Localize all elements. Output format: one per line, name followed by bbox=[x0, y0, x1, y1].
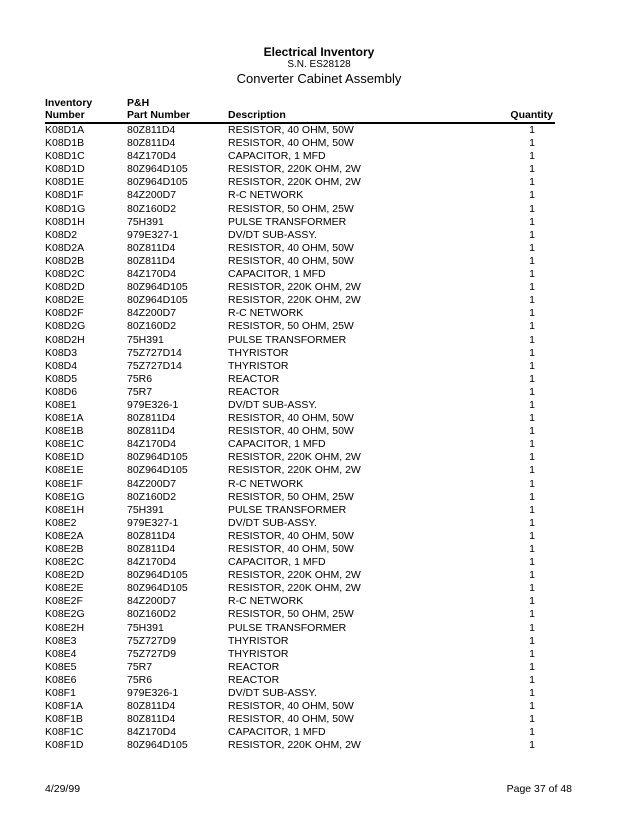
table-row bbox=[45, 438, 555, 451]
quantity-cell: 1 bbox=[529, 346, 535, 359]
part-number-cell: 80Z160D2 bbox=[127, 320, 177, 333]
inventory-number-cell: K08E2G bbox=[45, 608, 85, 621]
inventory-number-cell: K08E1C bbox=[45, 438, 85, 451]
table-row bbox=[45, 216, 555, 229]
quantity-cell: 1 bbox=[529, 268, 535, 281]
description-cell: RESISTOR, 40 OHM, 50W bbox=[228, 412, 354, 425]
quantity-cell: 1 bbox=[529, 647, 535, 660]
part-number-cell: 80Z811D4 bbox=[127, 254, 176, 267]
part-number-cell: 80Z160D2 bbox=[127, 202, 177, 215]
inventory-number-cell: K08F1C bbox=[45, 726, 84, 739]
table-row bbox=[45, 150, 555, 163]
table-row bbox=[45, 386, 555, 399]
description-cell: THYRISTOR bbox=[228, 359, 289, 372]
inventory-number-cell: K08E1D bbox=[45, 451, 85, 464]
table-row bbox=[45, 543, 555, 556]
table-row bbox=[45, 412, 555, 425]
quantity-cell: 1 bbox=[529, 307, 535, 320]
part-number-cell: 80Z811D4 bbox=[127, 425, 176, 438]
table-header bbox=[45, 97, 555, 123]
table-row bbox=[45, 464, 555, 477]
part-number-cell: 84Z170D4 bbox=[127, 268, 177, 281]
description-cell: REACTOR bbox=[228, 673, 280, 686]
part-number-cell: 979E326-1 bbox=[127, 687, 179, 700]
table-row bbox=[45, 478, 555, 491]
table-row bbox=[45, 504, 555, 517]
part-number-cell: 80Z964D105 bbox=[127, 281, 188, 294]
inventory-number-cell: K08E6 bbox=[45, 673, 77, 686]
description-cell: RESISTOR, 220K OHM, 2W bbox=[228, 569, 361, 582]
header-quantity: Quantity bbox=[500, 109, 555, 123]
description-cell: RESISTOR, 220K OHM, 2W bbox=[228, 176, 361, 189]
quantity-cell: 1 bbox=[529, 516, 535, 529]
part-number-cell: 80Z811D4 bbox=[127, 241, 176, 254]
table-row bbox=[45, 622, 555, 635]
inventory-number-cell: K08F1B bbox=[45, 713, 83, 726]
description-cell: RESISTOR, 220K OHM, 2W bbox=[228, 739, 361, 752]
description-cell: DV/DT SUB-ASSY. bbox=[228, 398, 317, 411]
quantity-cell: 1 bbox=[529, 687, 535, 700]
table-row bbox=[45, 307, 555, 320]
part-number-cell: 80Z160D2 bbox=[127, 608, 177, 621]
inventory-number-cell: K08D2G bbox=[45, 320, 86, 333]
part-number-cell: 80Z964D105 bbox=[127, 464, 188, 477]
quantity-cell: 1 bbox=[529, 451, 535, 464]
part-number-cell: 84Z170D4 bbox=[127, 556, 177, 569]
quantity-cell: 1 bbox=[529, 163, 535, 176]
description-cell: PULSE TRANSFORMER bbox=[228, 333, 347, 346]
quantity-cell: 1 bbox=[529, 320, 535, 333]
part-number-cell: 75H391 bbox=[127, 503, 164, 516]
document-header bbox=[0, 45, 638, 87]
description-cell: RESISTOR, 220K OHM, 2W bbox=[228, 582, 361, 595]
table-row bbox=[45, 713, 555, 726]
table-row bbox=[45, 661, 555, 674]
inventory-number-cell: K08D3 bbox=[45, 346, 78, 359]
table-row bbox=[45, 229, 555, 242]
quantity-cell: 1 bbox=[529, 582, 535, 595]
inventory-number-cell: K08E5 bbox=[45, 660, 77, 673]
description-cell: DV/DT SUB-ASSY. bbox=[228, 228, 317, 241]
table-row bbox=[45, 582, 555, 595]
part-number-cell: 80Z811D4 bbox=[127, 713, 176, 726]
part-number-cell: 80Z964D105 bbox=[127, 582, 188, 595]
part-number-cell: 75H391 bbox=[127, 215, 164, 228]
quantity-cell: 1 bbox=[529, 503, 535, 516]
quantity-cell: 1 bbox=[529, 202, 535, 215]
description-cell: PULSE TRANSFORMER bbox=[228, 621, 347, 634]
quantity-cell: 1 bbox=[529, 713, 535, 726]
description-cell: RESISTOR, 40 OHM, 50W bbox=[228, 713, 354, 726]
inventory-number-cell: K08D2B bbox=[45, 254, 85, 267]
inventory-number-cell: K08D5 bbox=[45, 372, 78, 385]
part-number-cell: 75R7 bbox=[127, 385, 153, 398]
quantity-cell: 1 bbox=[529, 333, 535, 346]
quantity-cell: 1 bbox=[529, 569, 535, 582]
part-number-cell: 75H391 bbox=[127, 333, 164, 346]
document-subtitle: Converter Cabinet Assembly bbox=[236, 71, 402, 86]
description-cell: CAPACITOR, 1 MFD bbox=[228, 438, 326, 451]
description-cell: RESISTOR, 220K OHM, 2W bbox=[228, 464, 361, 477]
table-row bbox=[45, 320, 555, 333]
inventory-number-cell: K08F1 bbox=[45, 687, 76, 700]
table-row bbox=[45, 176, 555, 189]
part-number-cell: 979E327-1 bbox=[127, 516, 179, 529]
part-number-cell: 84Z200D7 bbox=[127, 189, 177, 202]
inventory-number-cell: K08E2E bbox=[45, 582, 84, 595]
quantity-cell: 1 bbox=[529, 359, 535, 372]
part-number-cell: 75R7 bbox=[127, 660, 153, 673]
table-row bbox=[45, 334, 555, 347]
table-row bbox=[45, 608, 555, 621]
description-cell: R-C NETWORK bbox=[228, 307, 304, 320]
description-cell: RESISTOR, 220K OHM, 2W bbox=[228, 281, 361, 294]
part-number-cell: 80Z964D105 bbox=[127, 569, 188, 582]
table-row bbox=[45, 347, 555, 360]
inventory-number-cell: K08D1H bbox=[45, 215, 85, 228]
table-row bbox=[45, 123, 555, 137]
quantity-cell: 1 bbox=[529, 189, 535, 202]
table-row bbox=[45, 281, 555, 294]
inventory-number-cell: K08D2A bbox=[45, 241, 85, 254]
inventory-number-cell: K08E1 bbox=[45, 398, 77, 411]
quantity-cell: 1 bbox=[529, 739, 535, 752]
quantity-cell: 1 bbox=[529, 700, 535, 713]
description-cell: RESISTOR, 50 OHM, 25W bbox=[228, 490, 354, 503]
description-cell: RESISTOR, 40 OHM, 50W bbox=[228, 700, 354, 713]
table-row bbox=[45, 203, 555, 216]
quantity-cell: 1 bbox=[529, 241, 535, 254]
inventory-number-cell: K08E1F bbox=[45, 477, 83, 490]
part-number-cell: 84Z200D7 bbox=[127, 477, 177, 490]
inventory-number-cell: K08E2C bbox=[45, 556, 85, 569]
description-cell: CAPACITOR, 1 MFD bbox=[228, 150, 326, 163]
quantity-cell: 1 bbox=[529, 726, 535, 739]
inventory-number-cell: K08D2 bbox=[45, 228, 78, 241]
table-row bbox=[45, 635, 555, 648]
table-row bbox=[45, 425, 555, 438]
quantity-cell: 1 bbox=[529, 464, 535, 477]
table-row bbox=[45, 595, 555, 608]
description-cell: RESISTOR, 40 OHM, 50W bbox=[228, 137, 354, 150]
part-number-cell: 80Z964D105 bbox=[127, 294, 188, 307]
inventory-number-cell: K08D2C bbox=[45, 268, 85, 281]
table-row bbox=[45, 530, 555, 543]
table-row bbox=[45, 268, 555, 281]
quantity-cell: 1 bbox=[529, 595, 535, 608]
quantity-cell: 1 bbox=[529, 438, 535, 451]
description-cell: RESISTOR, 40 OHM, 50W bbox=[228, 254, 354, 267]
document-title: Electrical Inventory bbox=[263, 45, 375, 59]
part-number-cell: 84Z170D4 bbox=[127, 438, 177, 451]
quantity-cell: 1 bbox=[529, 228, 535, 241]
inventory-number-cell: K08D1F bbox=[45, 189, 84, 202]
quantity-cell: 1 bbox=[529, 673, 535, 686]
description-cell: RESISTOR, 40 OHM, 50W bbox=[228, 241, 354, 254]
quantity-cell: 1 bbox=[529, 176, 535, 189]
inventory-number-cell: K08D1G bbox=[45, 202, 86, 215]
table-row bbox=[45, 739, 555, 752]
part-number-cell: 75Z727D14 bbox=[127, 346, 182, 359]
part-number-cell: 75Z727D9 bbox=[127, 647, 177, 660]
quantity-cell: 1 bbox=[529, 425, 535, 438]
part-number-cell: 80Z964D105 bbox=[127, 176, 188, 189]
header-inventory-number: Number bbox=[45, 109, 127, 123]
inventory-number-cell: K08E2 bbox=[45, 516, 77, 529]
part-number-cell: 80Z964D105 bbox=[127, 739, 188, 752]
description-cell: R-C NETWORK bbox=[228, 477, 304, 490]
table-row bbox=[45, 137, 555, 150]
quantity-cell: 1 bbox=[529, 137, 535, 150]
quantity-cell: 1 bbox=[529, 150, 535, 163]
inventory-number-cell: K08E2B bbox=[45, 543, 84, 555]
description-cell: R-C NETWORK bbox=[228, 595, 304, 608]
table-row bbox=[45, 517, 555, 530]
inventory-number-cell: K08E1A bbox=[45, 412, 84, 425]
inventory-number-cell: K08D2D bbox=[45, 281, 85, 294]
quantity-cell: 1 bbox=[529, 385, 535, 398]
inventory-table bbox=[45, 97, 555, 753]
description-cell: RESISTOR, 220K OHM, 2W bbox=[228, 294, 361, 307]
inventory-number-cell: K08D1D bbox=[45, 163, 85, 176]
table-row bbox=[45, 189, 555, 202]
footer-page-number: Page 37 of 48 bbox=[506, 783, 572, 795]
footer-date: 4/29/99 bbox=[45, 783, 81, 795]
part-number-cell: 80Z811D4 bbox=[127, 529, 176, 542]
description-cell: PULSE TRANSFORMER bbox=[228, 215, 347, 228]
table-row bbox=[45, 163, 555, 176]
part-number-cell: 84Z200D7 bbox=[127, 307, 177, 320]
part-number-cell: 979E327-1 bbox=[127, 228, 179, 241]
table-row bbox=[45, 373, 555, 386]
table-row bbox=[45, 569, 555, 582]
quantity-cell: 1 bbox=[529, 294, 535, 307]
part-number-cell: 80Z811D4 bbox=[127, 412, 176, 425]
table-row bbox=[45, 242, 555, 255]
inventory-number-cell: K08E2A bbox=[45, 529, 84, 542]
inventory-number-cell: K08D1C bbox=[45, 150, 85, 163]
part-number-cell: 80Z811D4 bbox=[127, 700, 176, 713]
table-row bbox=[45, 491, 555, 504]
inventory-number-cell: K08E1B bbox=[45, 425, 84, 438]
description-cell: REACTOR bbox=[228, 385, 280, 398]
part-number-cell: 80Z811D4 bbox=[127, 137, 176, 150]
description-cell: DV/DT SUB-ASSY. bbox=[228, 687, 317, 700]
inventory-number-cell: K08D2H bbox=[45, 333, 85, 346]
table-row bbox=[45, 294, 555, 307]
quantity-cell: 1 bbox=[529, 660, 535, 673]
description-cell: REACTOR bbox=[228, 372, 280, 385]
part-number-cell: 979E326-1 bbox=[127, 398, 179, 411]
table-row bbox=[45, 360, 555, 373]
part-number-cell: 75R6 bbox=[127, 372, 153, 385]
inventory-number-cell: K08E2D bbox=[45, 569, 85, 582]
inventory-number-cell: K08F1D bbox=[45, 739, 84, 752]
description-cell: THYRISTOR bbox=[228, 647, 289, 660]
description-cell: RESISTOR, 40 OHM, 50W bbox=[228, 529, 354, 542]
inventory-number-cell: K08D1E bbox=[45, 176, 85, 189]
quantity-cell: 1 bbox=[529, 477, 535, 490]
part-number-cell: 80Z964D105 bbox=[127, 451, 188, 464]
description-cell: RESISTOR, 50 OHM, 25W bbox=[228, 608, 354, 621]
table-row bbox=[45, 648, 555, 661]
header-part-number: Part Number bbox=[127, 109, 228, 123]
table-row bbox=[45, 674, 555, 687]
table-body bbox=[45, 123, 555, 753]
inventory-number-cell: K08E1G bbox=[45, 490, 85, 503]
description-cell: RESISTOR, 220K OHM, 2W bbox=[228, 163, 361, 176]
part-number-cell: 75Z727D14 bbox=[127, 359, 182, 372]
inventory-number-cell: K08E1E bbox=[45, 464, 84, 477]
description-cell: PULSE TRANSFORMER bbox=[228, 503, 347, 516]
description-cell: RESISTOR, 220K OHM, 2W bbox=[228, 451, 361, 464]
serial-number: S.N. ES28128 bbox=[287, 59, 351, 70]
quantity-cell: 1 bbox=[529, 412, 535, 425]
description-cell: DV/DT SUB-ASSY. bbox=[228, 516, 317, 529]
quantity-cell: 1 bbox=[529, 634, 535, 647]
description-cell: REACTOR bbox=[228, 660, 280, 673]
table-row bbox=[45, 451, 555, 464]
quantity-cell: 1 bbox=[529, 124, 535, 136]
inventory-number-cell: K08E4 bbox=[45, 647, 77, 660]
table-row bbox=[45, 700, 555, 713]
quantity-cell: 1 bbox=[529, 398, 535, 411]
table-row bbox=[45, 399, 555, 412]
table-row bbox=[45, 726, 555, 739]
inventory-number-cell: K08F1A bbox=[45, 700, 83, 713]
quantity-cell: 1 bbox=[529, 215, 535, 228]
inventory-number-cell: K08E2H bbox=[45, 621, 85, 634]
description-cell: CAPACITOR, 1 MFD bbox=[228, 726, 326, 739]
quantity-cell: 1 bbox=[529, 608, 535, 621]
description-cell: THYRISTOR bbox=[228, 346, 289, 359]
description-cell: THYRISTOR bbox=[228, 634, 289, 647]
inventory-number-cell: K08E1H bbox=[45, 503, 85, 516]
quantity-cell: 1 bbox=[529, 372, 535, 385]
description-cell: RESISTOR, 40 OHM, 50W bbox=[228, 543, 354, 555]
inventory-number-cell: K08D1B bbox=[45, 137, 85, 150]
part-number-cell: 84Z200D7 bbox=[127, 595, 177, 608]
description-cell: RESISTOR, 50 OHM, 25W bbox=[228, 320, 354, 333]
table-row bbox=[45, 556, 555, 569]
inventory-number-cell: K08D4 bbox=[45, 359, 78, 372]
quantity-cell: 1 bbox=[529, 490, 535, 503]
quantity-cell: 1 bbox=[529, 543, 535, 555]
quantity-cell: 1 bbox=[529, 254, 535, 267]
quantity-cell: 1 bbox=[529, 621, 535, 634]
quantity-cell: 1 bbox=[529, 529, 535, 542]
description-cell: R-C NETWORK bbox=[228, 189, 304, 202]
part-number-cell: 75R6 bbox=[127, 673, 153, 686]
header-inventory-line1: Inventory bbox=[45, 97, 93, 109]
part-number-cell: 80Z964D105 bbox=[127, 163, 188, 176]
description-cell: RESISTOR, 40 OHM, 50W bbox=[228, 425, 354, 438]
header-description: Description bbox=[228, 109, 500, 123]
description-cell: CAPACITOR, 1 MFD bbox=[228, 268, 326, 281]
part-number-cell: 84Z170D4 bbox=[127, 726, 177, 739]
part-number-cell: 75H391 bbox=[127, 621, 164, 634]
part-number-cell: 75Z727D9 bbox=[127, 634, 177, 647]
inventory-number-cell: K08D2E bbox=[45, 294, 85, 307]
inventory-number-cell: K08D6 bbox=[45, 385, 78, 398]
part-number-cell: 80Z160D2 bbox=[127, 490, 177, 503]
header-part-line1: P&H bbox=[127, 97, 150, 109]
inventory-number-cell: K08E2F bbox=[45, 595, 83, 608]
part-number-cell: 84Z170D4 bbox=[127, 150, 177, 163]
inventory-number-cell: K08E3 bbox=[45, 634, 77, 647]
inventory-number-cell: K08D1A bbox=[45, 124, 85, 136]
part-number-cell: 80Z811D4 bbox=[127, 543, 176, 555]
table-row bbox=[45, 687, 555, 700]
description-cell: RESISTOR, 50 OHM, 25W bbox=[228, 202, 354, 215]
quantity-cell: 1 bbox=[529, 556, 535, 569]
inventory-number-cell: K08D2F bbox=[45, 307, 84, 320]
table-row bbox=[45, 255, 555, 268]
quantity-cell: 1 bbox=[529, 281, 535, 294]
description-cell: RESISTOR, 40 OHM, 50W bbox=[228, 124, 354, 136]
description-cell: CAPACITOR, 1 MFD bbox=[228, 556, 326, 569]
part-number-cell: 80Z811D4 bbox=[127, 124, 176, 136]
